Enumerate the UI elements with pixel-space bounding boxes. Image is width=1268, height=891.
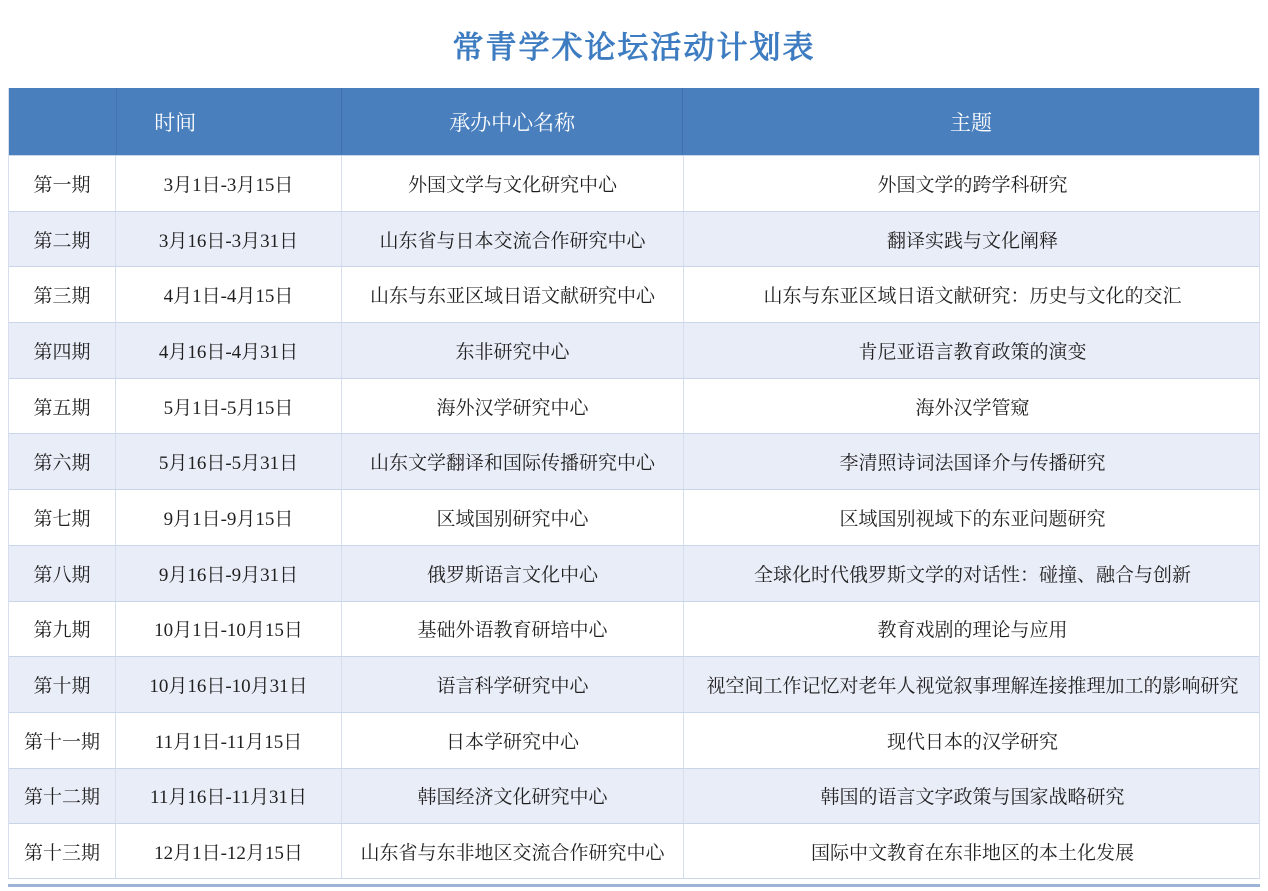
cell-center[interactable]: 基础外语教育研培中心: [342, 602, 684, 657]
cell-center[interactable]: 山东与东亚区域日语文献研究中心: [342, 267, 684, 322]
header-cell-time[interactable]: [9, 88, 341, 155]
cell-period[interactable]: 第十三期: [9, 824, 116, 878]
cell-topic[interactable]: 教育戏剧的理论与应用: [877, 620, 1068, 642]
table-row: [9, 155, 1259, 211]
cell-period[interactable]: 第一期: [9, 156, 116, 211]
cell-center[interactable]: 海外汉学研究中心: [342, 379, 684, 434]
cell-time[interactable]: 11月16日-11月31日: [116, 769, 342, 824]
cell-center[interactable]: 韩国经济文化研究中心: [342, 769, 684, 824]
cell-period[interactable]: 第二期: [9, 212, 116, 267]
cell-center[interactable]: 区域国别研究中心: [342, 490, 684, 545]
cell-topic[interactable]: 视空间工作记忆对老年人视觉叙事理解连接推理加工的影响研究: [706, 676, 1239, 698]
cell-topic[interactable]: 韩国的语言文字政策与国家战略研究: [820, 787, 1125, 809]
table-row: [9, 823, 1259, 879]
table-row: [9, 211, 1259, 267]
cell-time[interactable]: 4月1日-4月15日: [116, 267, 342, 322]
cell-period[interactable]: 第十期: [9, 657, 116, 712]
cell-center[interactable]: 东非研究中心: [342, 323, 684, 378]
cell-period[interactable]: 第七期: [9, 490, 116, 545]
cell-center[interactable]: 山东省与东非地区交流合作研究中心: [342, 824, 684, 878]
table-row: [9, 266, 1259, 322]
cell-topic[interactable]: 山东与东亚区域日语文献研究：历史与文化的交汇: [763, 286, 1182, 308]
table-row: [9, 378, 1259, 434]
cell-topic[interactable]: 海外汉学管窥: [915, 397, 1030, 419]
cell-topic[interactable]: 全球化时代俄罗斯文学的对话性：碰撞、融合与创新: [753, 564, 1191, 586]
cell-center[interactable]: 山东省与日本交流合作研究中心: [342, 212, 684, 267]
header-time-label: 时间: [154, 110, 197, 135]
cell-topic[interactable]: 肯尼亚语言教育政策的演变: [858, 341, 1087, 363]
table-row: [9, 489, 1259, 545]
page-title: 常青学术论坛活动计划表: [452, 29, 816, 65]
header-cell-topic[interactable]: 主题: [949, 110, 992, 135]
cell-center[interactable]: 语言科学研究中心: [342, 657, 684, 712]
table-row: [9, 545, 1259, 601]
header-col-divider: [116, 88, 117, 155]
cell-period[interactable]: 第六期: [9, 434, 116, 489]
cell-time[interactable]: 3月16日-3月31日: [116, 212, 342, 267]
cell-center[interactable]: 外国文学与文化研究中心: [342, 156, 684, 211]
cell-center[interactable]: 山东文学翻译和国际传播研究中心: [342, 434, 684, 489]
table-bottom-border: [8, 884, 1260, 887]
table-row: [9, 768, 1259, 824]
cell-time[interactable]: 10月1日-10月15日: [116, 602, 342, 657]
cell-topic[interactable]: 外国文学的跨学科研究: [877, 174, 1068, 196]
table-row: [9, 712, 1259, 768]
cell-period[interactable]: 第十二期: [9, 769, 116, 824]
cell-period[interactable]: 第五期: [9, 379, 116, 434]
cell-center[interactable]: 俄罗斯语言文化中心: [342, 546, 684, 601]
cell-time[interactable]: 12月1日-12月15日: [116, 824, 342, 878]
cell-period[interactable]: 第四期: [9, 323, 116, 378]
cell-period[interactable]: 第三期: [9, 267, 116, 322]
cell-topic[interactable]: 国际中文教育在东非地区的本土化发展: [810, 842, 1134, 864]
table-row: [9, 322, 1259, 378]
cell-time[interactable]: 5月1日-5月15日: [116, 379, 342, 434]
cell-topic[interactable]: 现代日本的汉学研究: [886, 731, 1058, 753]
table-header-row: [9, 88, 1259, 155]
cell-topic[interactable]: 区域国别视域下的东亚问题研究: [839, 508, 1106, 530]
cell-center[interactable]: 日本学研究中心: [342, 713, 684, 768]
cell-time[interactable]: 5月16日-5月31日: [116, 434, 342, 489]
cell-time[interactable]: 11月1日-11月15日: [116, 713, 342, 768]
cell-topic[interactable]: 李清照诗词法国译介与传播研究: [839, 453, 1106, 475]
cell-time[interactable]: 9月16日-9月31日: [116, 546, 342, 601]
cell-period[interactable]: 第九期: [9, 602, 116, 657]
cell-topic[interactable]: 翻译实践与文化阐释: [886, 230, 1058, 252]
table-row: [9, 656, 1259, 712]
table-row: [9, 601, 1259, 657]
header-cell-center[interactable]: 承办中心名称: [341, 88, 682, 155]
forum-plan-table: [8, 88, 1260, 879]
cell-period[interactable]: 第十一期: [9, 713, 116, 768]
cell-period[interactable]: 第八期: [9, 546, 116, 601]
cell-time[interactable]: 4月16日-4月31日: [116, 323, 342, 378]
title-bar: [0, 0, 1268, 88]
cell-time[interactable]: 9月1日-9月15日: [116, 490, 342, 545]
table-row: [9, 433, 1259, 489]
cell-time[interactable]: 3月1日-3月15日: [116, 156, 342, 211]
cell-time[interactable]: 10月16日-10月31日: [116, 657, 342, 712]
